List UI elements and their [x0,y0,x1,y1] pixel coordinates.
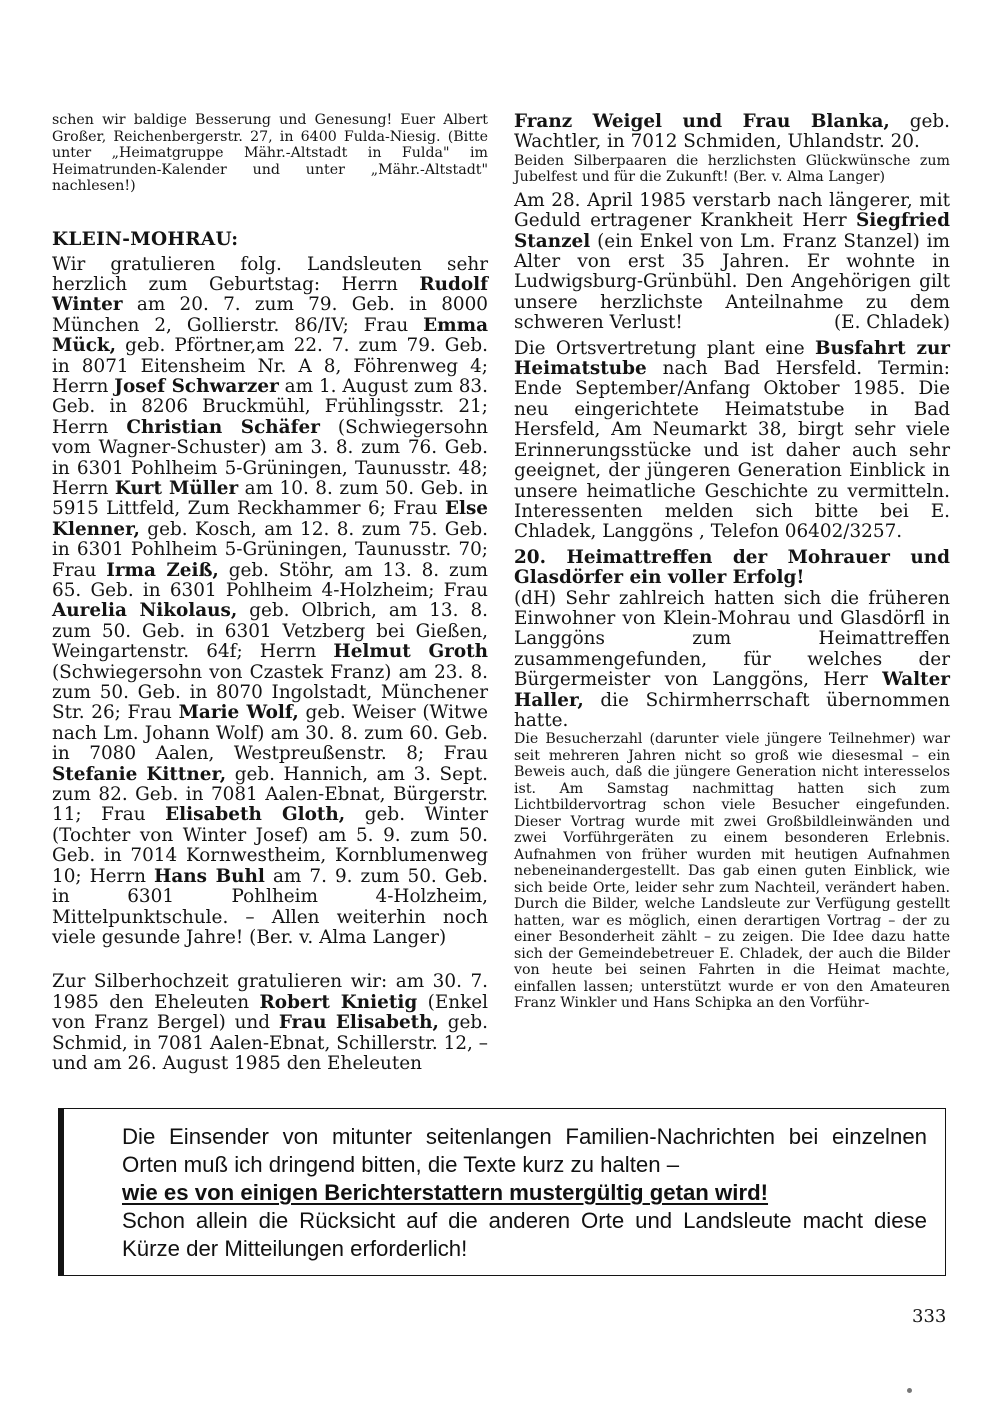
bold-name: Rudolf Winter [52,273,488,316]
bold-name: Kurt Müller [114,477,239,499]
left-column [52,112,488,1074]
bold-name: Irma Zeiß, [106,559,219,581]
congratulation-paragraph: Beiden Silberpaaren die herzlichsten Glückwünsche zum Jubelfest und für die Zukunft! (Ber. v. Alma Langer) [514,152,950,186]
speck-mark [907,1388,912,1393]
bold-name: Robert Knietig [259,991,418,1013]
obituary-text: Am 28. April 1985 verstarb nach längerer, mit Geduld ertragener Krankheit Herr Siegfried Stanzel (ein Enkel von Lm. Franz Stanzel) im Alter von erst 35 Jahren. Er wohnte in Ludwigsburg-Grünbühl. Den Angehörigen gilt unsere herzlichste Anteilnahme zu dem schweren Verlust! [514,189,950,334]
silver-couple-paragraph: Franz Weigel und Frau Blanka, geb. Wachtler, in 7012 Schmiden, Uhlandstr. 20. [514,111,950,153]
meeting-intro-paragraph: (dH) Sehr zahlreich hatten sich die früheren Einwohner von Klein-Mohrau und Glasdörfl in Langgöns zum Heimattreffen zusammengefunden, für welches der Bürgermeister von Langgöns, Herr Walter Haller, die Schirmherrschaft übernommen hatte. [514,587,950,731]
notice-text-line2: Schon allein die Rücksicht auf die anderen Orte und Landsleute macht diese Kürze der Mitteilungen erforderlich! [122,1208,927,1261]
silver-wedding-paragraph: Zur Silberhochzeit gratulieren wir: am 30. 7. 1985 den Eheleuten Robert Knietig (Enkel von Franz Bergel) und Frau Elisabeth, geb. Schmid, in 7081 Aalen-Ebnat, Schillerstr. 12, – und am 26. August 1985 den Eheleuten [52,971,489,1074]
bold-name: Else Klenner, [52,498,488,540]
obituary-signature: (E. Chladek) [833,312,950,334]
bold-name: Siegfried Stanzel [514,210,950,252]
bold-name: Marie Wolf, [178,702,299,724]
section-heading-klein-mohrau: KLEIN-MOHRAU: [52,228,239,250]
bold-name: Frau Elisabeth, [278,1012,439,1034]
bold-name: Helmut Groth [333,641,488,663]
bus-trip-paragraph: Die Ortsvertretung plant eine Busfahrt zur Heimatstube nach Bad Hersfeld. Termin: Ende September/Anfang Oktober 1985. Die neu eingerichtete Heimatstube in Bad Hersfeld, Am Neumarkt 38, birgt sehr viele Erinnerungsstücke und ist daher auch sehr geeignet, der jüngeren Generation Einblick in unsere heimatliche Geschichte zu vermitteln. Interessenten melden sich bitte bei E. Chladek, Langgöns , Telefon 06402/3257. [514,337,950,543]
obituary-paragraph [514,191,950,334]
bold-name: Christian Schäfer [126,416,320,438]
right-column [514,112,950,1012]
bold-name: Busfahrt zur Heimatstube [514,337,950,380]
bold-name: Elisabeth Gloth, [165,804,346,826]
bold-name: Walter Haller, [514,669,950,711]
bold-name: Emma Mück, [52,314,488,357]
bold-name: Stefanie Kittner, [52,763,227,785]
notice-box [58,1108,946,1276]
page-number: 333 [912,1306,947,1327]
left-paragraph-intro: schen wir baldige Besserung und Genesung! Euer Albert Großer, Reichenbergerstr. 27, in 6400 Fulda-Niesig. (Bitte unter „Heimatgruppe Mähr.-Altstadt in Fulda" im Heimatrunden-Kalender und unter „Mähr.-Altstadt" nachlesen!) [52,112,488,194]
bold-name: Hans Buhl [154,865,265,887]
meeting-subheading: 20. Heimattreffen der Mohrauer und Glasdörfer ein voller Erfolg! [514,546,950,589]
bold-name: Josef Schwarzer [114,375,279,397]
notice-text-line1: Die Einsender von mitunter seitenlangen Familien-Nachrichten bei einzelnen Orten muß ich dringend bitten, die Texte kurz zu halten – [122,1124,927,1177]
bold-name: Franz Weigel und Frau Blanka, [514,111,890,132]
notice-underlined-text: wie es von einigen Berichterstattern mustergültig getan wird! [122,1180,769,1205]
bold-name: Aurelia Nikolaus, [52,600,238,622]
birthday-list-paragraph: Wir gratulieren folg. Landsleuten sehr herzlich zum Geburtstag: Herrn Rudolf Winter am 20. 7. zum 79. Geb. in 8000 München 2, Gollierstr. 86/IV; Frau Emma Mück, geb. Pförtner,am 22. 7. zum 79. Geb. in 8071 Eitensheim Nr. A 8, Föhrenweg 4; Herrn Josef Schwarzer am 1. August zum 83. Geb. in 8206 Bruckmühl, Frühlingsstr. 21; Herrn Christian Schäfer (Schwiegersohn vom Wagner-Schuster) am 3. 8. zum 76. Geb. in 6301 Pohlheim 5-Grüningen, Taunusstr. 48; Herrn Kurt Müller am 10. 8. zum 50. Geb. in 5915 Littfeld, Zum Reckhammer 6; Frau Else Klenner, geb. Kosch, am 12. 8. zum 75. Geb. in 6301 Pohlheim 5-Grüningen, Taunusstr. 70; Frau Irma Zeiß, geb. Stöhr, am 13. 8. zum 65. Geb. in 6301 Pohlheim 4-Holzheim; Frau Aurelia Nikolaus, geb. Olbrich, am 13. 8. zum 50. Geb. in 6301 Vetzberg bei Gießen, Weingartenstr. 64f; Herrn Helmut Groth (Schwiegersohn von Czastek Franz) am 23. 8. zum 50. Geb. in 8070 Ingolstadt, Münchener Str. 26; Frau Marie Wolf, geb. Weiser (Witwe nach Lm. Johann Wolf) am 30. 8. zum 60. Geb. in 7080 Aalen, Westpreußenstr. 8; Frau Stefanie Kittner, geb. Hannich, am 3. Sept. zum 82. Geb. in 7081 Aalen-Ebnat, Bürgerstr. 11; Frau Elisabeth Gloth, geb. Winter (Tochter von Winter Josef) am 5. 9. zum 50. Geb. in 7014 Kornwestheim, Kornblumenweg 10; Herrn Hans Buhl am 7. 9. zum 50. Geb. in 6301 Pohlheim 4-Holzheim, Mittelpunktschule. – Allen weiterhin noch viele gesunde Jahre! (Ber. v. Alma Langer) [52,253,489,948]
meeting-report-paragraph: Die Besucherzahl (darunter viele jüngere Teilnehmer) war seit mehreren Jahren nicht so groß wie diesesmal – ein Beweis auch, daß die jüngere Generation nicht interesselos ist. Am Samstag nachmittag hatten sich zum Lichtbildervortrag schon viele Besucher eingefunden. Dieser Vortrag wurde mit zwei Großbildleinwänden und zwei Vorführgeräten zu einem besonderen Erlebnis. Aufnahmen von früher wurden mit heutigen Aufnahmen nebeneinandergestellt. Das gab einen guten Einblick, wie sich beide Orte, leider sehr zum Nachteil, verändert haben. Durch die Bilder, welche Landsleute zur Verfügung gestellt hatten, war es möglich, einen derartigen Vortrag – der zu einer Besonderheit zählt – zu zeigen. Die Idee dazu hatte sich der Gemeindebetreuer E. Chladek, der auch die Bilder von heute bei seinen Fahrten in die Heimat machte, einfallen lassen; unterstützt wurde er von den Amateuren Franz Winkler und Hans Schipka an den Vorführ- [514,731,950,1012]
